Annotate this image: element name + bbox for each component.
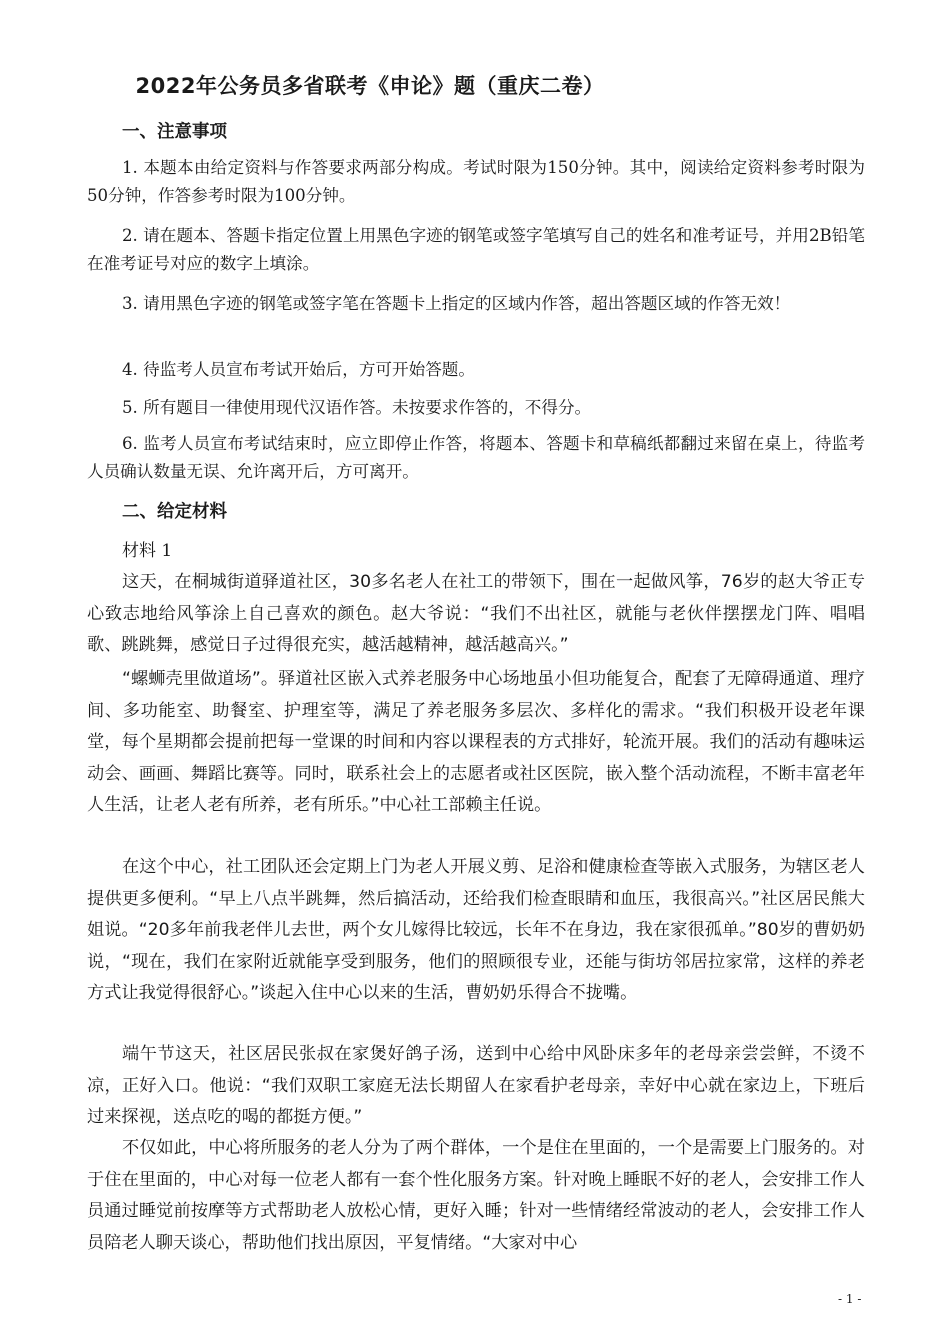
material-paragraph-4: 端午节这天，社区居民张叔在家煲好鸽子汤，送到中心给中风卧床多年的老母亲尝尝鲜，不烫不凉，正好入口。他说：“我们双职工家庭无法长期留人在家看护老母亲，幸好中心就在家边上，下班后过来探视，送点吃的喝的都挺方便。” — [87, 1044, 865, 1127]
page-number: - 1 - — [838, 1292, 862, 1306]
notice-item-1: 1. 本题本由给定资料与作答要求两部分构成。考试时限为150分钟。其中，阅读给定资料参考时限为50分钟，作答参考时限为100分钟。 — [87, 158, 865, 205]
material-paragraph-2: “螺蛳壳里做道场”。驿道社区嵌入式养老服务中心场地虽小但功能复合，配套了无障碍通道、理疗间、多功能室、助餐室、护理室等，满足了养老服务多层次、多样化的需求。“我们积极开设老年课堂，每个星期都会提前把每一堂课的时间和内容以课程表的方式排好，轮流开展。我们的活动有趣味运动会、画画、舞蹈比赛等。同时，联系社会上的志愿者或社区医院，嵌入整个活动流程，不断丰富老年人生活，让老人老有所养，老有所乐。”中心社工部赖主任说。 — [87, 669, 865, 815]
page-title: 2022年公务员多省联考《申论》题（重庆二卷） — [135, 74, 605, 98]
material-paragraph-5: 不仅如此，中心将所服务的老人分为了两个群体，一个是住在里面的，一个是需要上门服务的。对于住在里面的，中心对每一位老人都有一套个性化服务方案。针对晚上睡眠不好的老人，会安排工作人员通过睡觉前按摩等方式帮助老人放松心情，更好入睡；针对一些情绪经常波动的老人，会安排工作人员陪老人聊天谈心，帮助他们找出原因，平复情绪。“大家对中心 — [87, 1138, 865, 1253]
material-paragraph-3: 在这个中心，社工团队还会定期上门为老人开展义剪、足浴和健康检查等嵌入式服务，为辖区老人提供更多便利。“早上八点半跳舞，然后搞活动，还给我们检查眼睛和血压，我很高兴。”社区居民熊大姐说。“20多年前我老伴儿去世，两个女儿嫁得比较远，长年不在身边，我在家很孤单。”80岁的曹奶奶说，“现在，我们在家附近就能享受到服务，他们的照顾很专业，还能与街坊邻居拉家常，这样的养老方式让我觉得很舒心。”谈起入住中心以来的生活，曹奶奶乐得合不拢嘴。 — [87, 857, 865, 1003]
section-heading-notices: 一、注意事项 — [122, 122, 227, 142]
material-label: 材料 1 — [122, 541, 173, 561]
notice-item-3: 3. 请用黑色字迹的钢笔或签字笔在答题卡上指定的区域内作答，超出答题区域的作答无效！ — [122, 294, 791, 313]
section-heading-materials: 二、给定材料 — [122, 502, 227, 522]
notice-item-6: 6. 监考人员宣布考试结束时，应立即停止作答，将题本、答题卡和草稿纸都翻过来留在桌上，待监考人员确认数量无误、允许离开后，方可离开。 — [87, 434, 865, 481]
material-paragraph-1: 这天，在桐城街道驿道社区，30多名老人在社工的带领下，围在一起做风筝，76岁的赵大爷正专心致志地给风筝涂上自己喜欢的颜色。赵大爷说：“我们不出社区，就能与老伙伴摆摆龙门阵、唱唱歌、跳跳舞，感觉日子过得很充实，越活越精神，越活越高兴。” — [87, 572, 865, 655]
notice-item-2: 2. 请在题本、答题卡指定位置上用黑色字迹的钢笔或签字笔填写自己的姓名和准考证号，并用2B铅笔在准考证号对应的数字上填涂。 — [87, 226, 865, 273]
notice-item-4: 4. 待监考人员宣布考试开始后，方可开始答题。 — [122, 360, 475, 379]
notice-item-5: 5. 所有题目一律使用现代汉语作答。未按要求作答的，不得分。 — [122, 398, 592, 417]
